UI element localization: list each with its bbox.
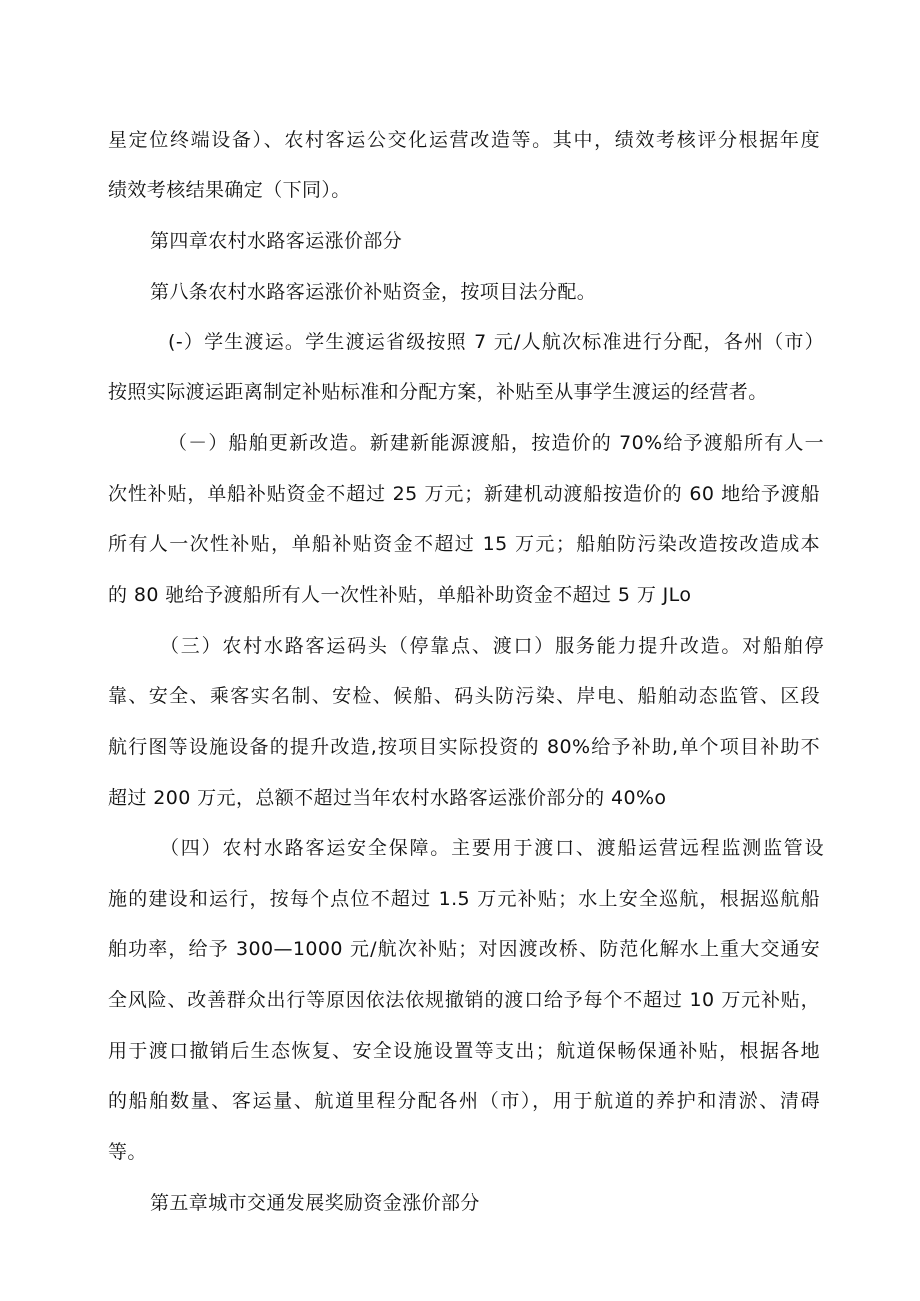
- paragraph-line: 的船舶数量、客运量、航道里程分配各州（市），用于航道的养护和清淤、清碍: [108, 1090, 820, 1112]
- chapter-heading: 第四章农村水路客运涨价部分: [150, 230, 403, 252]
- paragraph-line: 舶功率，给予 300—1000 元/航次补贴；对因渡改桥、防范化解水上重大交通安: [108, 938, 820, 960]
- article-heading: 第八条农村水路客运涨价补贴资金，按项目法分配。: [150, 281, 597, 303]
- paragraph-line: 用于渡口撤销后生态恢复、安全设施设置等支出；航道保畅保通补贴，根据各地: [108, 1040, 820, 1062]
- paragraph-line: 星定位终端设备）、农村客运公交化运营改造等。其中，绩效考核评分根据年度: [108, 129, 820, 151]
- paragraph-line: 靠、安全、乘客实名制、安检、候船、码头防污染、岸电、船舶动态监管、区段: [108, 685, 820, 707]
- paragraph-line: （－）船舶更新改造。新建新能源渡船，按造价的 70%给予渡船所有人一: [168, 432, 824, 454]
- paragraph-line: （三）农村水路客运码头（停靠点、渡口）服务能力提升改造。对船舶停: [160, 635, 824, 657]
- paragraph-line: 航行图等设施设备的提升改造,按项目实际投资的 80%给予补助,单个项目补助不: [108, 736, 820, 758]
- paragraph-line: (-）学生渡运。学生渡运省级按照 7 元/人航次标准进行分配，各州（市）: [168, 331, 824, 353]
- paragraph-line: 超过 200 万元，总额不超过当年农村水路客运涨价部分的 40%o: [108, 787, 667, 809]
- paragraph-line: 按照实际渡运距离制定补贴标准和分配方案，补贴至从事学生渡运的经营者。: [108, 381, 768, 403]
- paragraph-line: 的 80 驰给予渡船所有人一次性补贴，单船补助资金不超过 5 万 JLo: [108, 584, 692, 606]
- paragraph-line: 等。: [108, 1141, 147, 1163]
- paragraph-line: （四）农村水路客运安全保障。主要用于渡口、渡船运营远程监测监管设: [160, 837, 824, 859]
- paragraph-line: 所有人一次性补贴，单船补贴资金不超过 15 万元；船舶防污染改造按改造成本: [108, 533, 820, 555]
- paragraph-line: 施的建设和运行，按每个点位不超过 1.5 万元补贴；水上安全巡航，根据巡航船: [108, 888, 820, 910]
- paragraph-line: 次性补贴，单船补贴资金不超过 25 万元；新建机动渡船按造价的 60 地给予渡船: [108, 483, 820, 505]
- paragraph-line: 全风险、改善群众出行等原因依法依规撤销的渡口给予每个不超过 10 万元补贴，: [108, 989, 820, 1011]
- paragraph-line: 绩效考核结果确定（下同）。: [108, 179, 351, 201]
- chapter-heading: 第五章城市交通发展奖励资金涨价部分: [150, 1192, 480, 1214]
